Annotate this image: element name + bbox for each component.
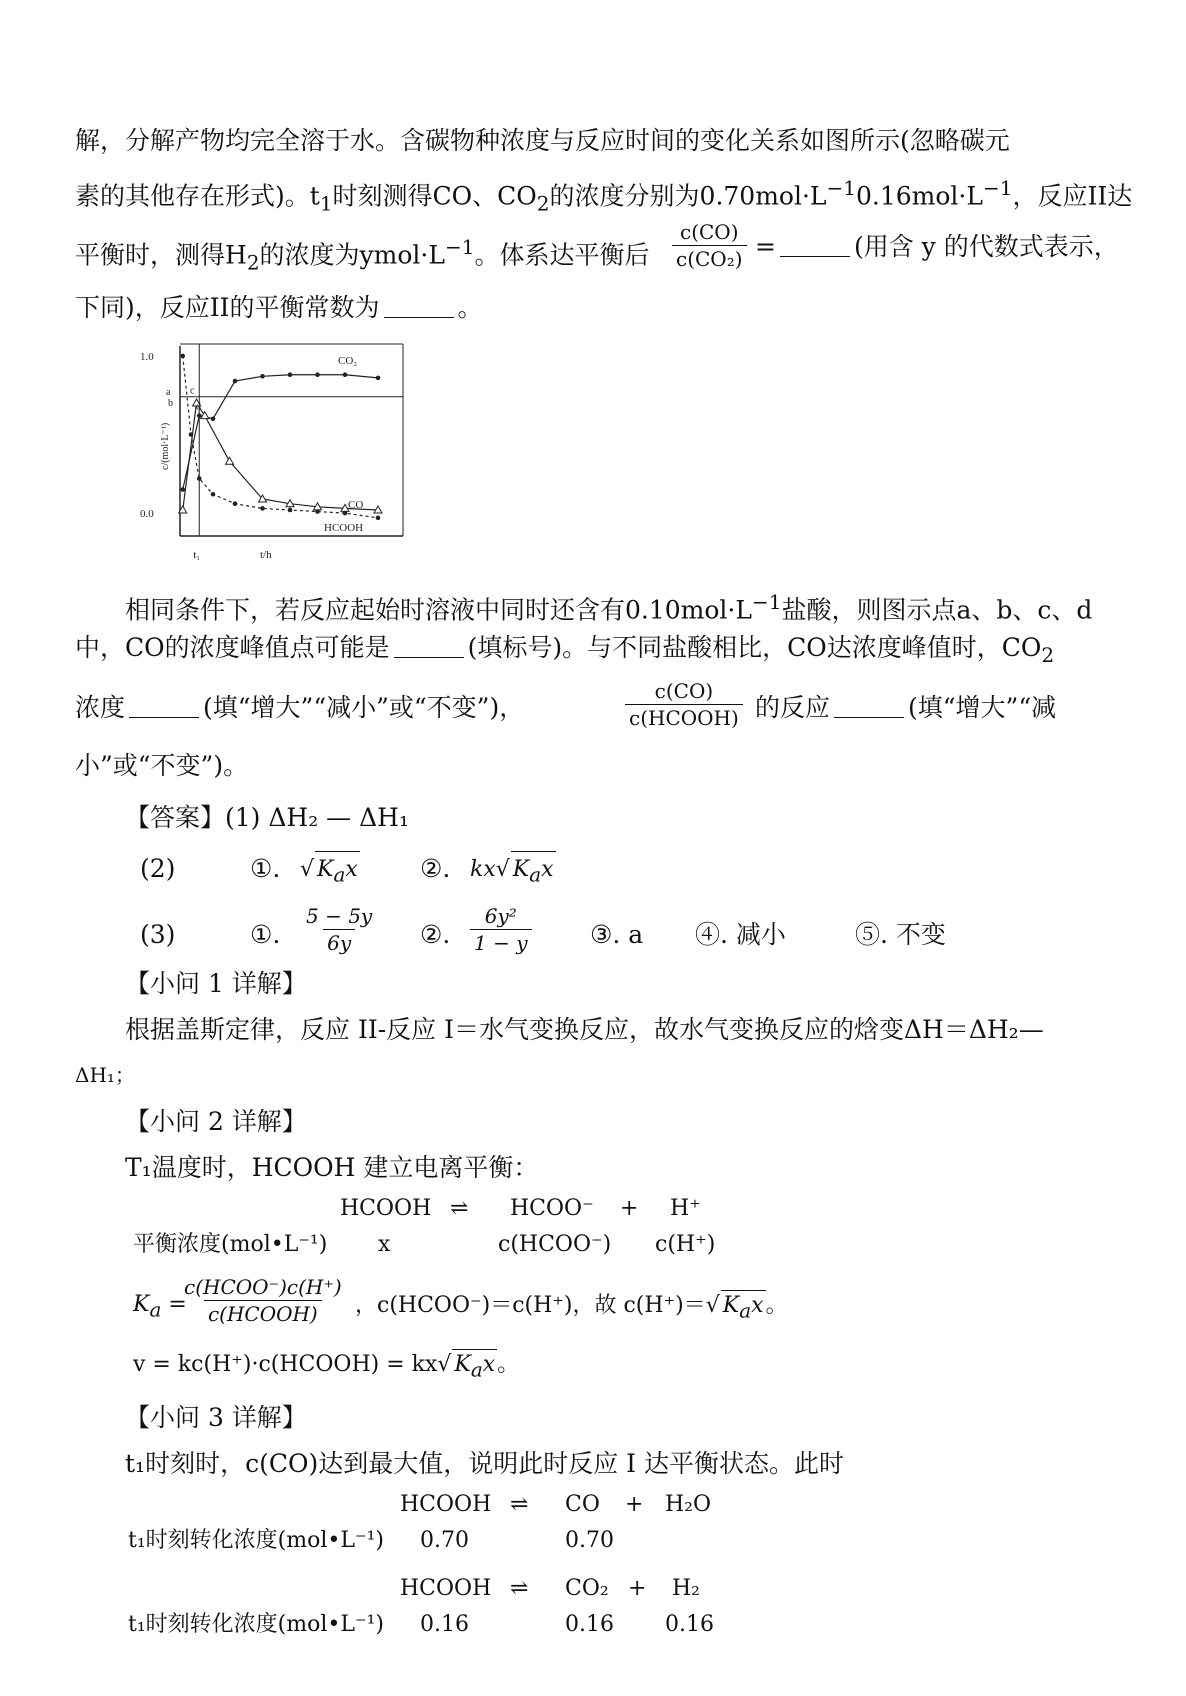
equilibrium-arrow: ⇌: [450, 1196, 469, 1221]
series-2-point: [233, 501, 238, 506]
rowB-value-3: 0.16: [665, 1612, 714, 1637]
equation-reactant: HCOOH: [340, 1196, 432, 1221]
rowB-value-2: 0.16: [565, 1612, 614, 1637]
rowA-value-2: 0.70: [565, 1528, 614, 1553]
series-2-point: [197, 476, 202, 481]
series-0-point: [376, 376, 381, 381]
series-0-point: [343, 372, 348, 377]
rowA-value-1: 0.70: [420, 1528, 469, 1553]
series-2-point: [180, 354, 185, 359]
eqA-product-1: CO: [565, 1492, 600, 1517]
series-1-point: [226, 457, 234, 464]
eqB-product-2: H₂: [672, 1576, 701, 1601]
answer-q3-1-fraction: $\frac{5 - 5y}{6y}$: [306, 904, 373, 955]
point-label-d: d: [196, 401, 201, 413]
series-0-point: [315, 372, 320, 377]
answer-q2-2-expr: kx√ $K_ax$: [470, 851, 556, 892]
ka-fraction: c(HCOO⁻)c(H⁺) c(HCOOH): [184, 1275, 342, 1326]
series-2-point: [315, 509, 320, 514]
x-axis-label: t/h: [260, 549, 272, 561]
concentration-time-chart: [138, 336, 418, 568]
series-0-point: [233, 379, 238, 384]
series-1-point: [201, 412, 209, 419]
point-label-a: a: [166, 387, 171, 399]
series-2-point: [211, 492, 216, 497]
eqA-reactant: HCOOH: [400, 1492, 492, 1517]
series-2-point: [376, 516, 381, 521]
row-value-3: c(H⁺): [655, 1232, 716, 1257]
equation-plus: +: [620, 1196, 639, 1221]
answer-blank[interactable]: [129, 693, 199, 718]
eqA-plus: +: [625, 1492, 644, 1517]
ka-lhs: $K_a$ =: [133, 1292, 187, 1322]
rowB-value-1: 0.16: [420, 1612, 469, 1637]
eqA-product-2: H₂O: [665, 1492, 712, 1517]
answer-blank[interactable]: [394, 633, 464, 658]
series-0-point: [211, 416, 216, 421]
row-value-1: x: [378, 1232, 391, 1257]
answer-blank[interactable]: [384, 293, 454, 318]
eqA-arrow: ⇌: [510, 1492, 529, 1517]
series-line-0: [183, 375, 378, 490]
rate-expression: v = kc(H⁺)·c(HCOOH) = kx√ $K_ax$。: [133, 1349, 519, 1384]
series-label-co: CO: [348, 499, 364, 511]
series-0-point: [260, 374, 265, 379]
series-0-point: [180, 487, 185, 492]
series-2-point: [260, 506, 265, 511]
point-label-b: b: [168, 398, 173, 410]
x-tick-label: t₁: [193, 549, 201, 561]
answer-blank[interactable]: [834, 693, 904, 718]
series-label-hcooh: HCOOH: [324, 522, 364, 534]
row-label: 平衡浓度(mol•L⁻¹): [133, 1232, 328, 1257]
eqB-plus: +: [628, 1576, 647, 1601]
answer-q2-1-expr: √ $K_ax$: [300, 851, 360, 892]
point-label-c: c: [190, 385, 195, 397]
rowA-label: t₁时刻转化浓度(mol•L⁻¹): [128, 1528, 384, 1553]
ratio-co-hcooh-fraction: c(CO) c(HCOOH): [625, 678, 743, 731]
eqB-arrow: ⇌: [510, 1576, 529, 1601]
y-axis-label: c/(mol·L⁻¹): [160, 422, 171, 470]
answer-blank[interactable]: [780, 232, 850, 257]
document-page: 解，分解产物均完全溶于水。含碳物种浓度与反应时间的变化关系如图所示(忽略碳元 素的其他存在形式)。$t_1$时刻测得CO、$CO_2$的浓度分别为$0.70mol\cdot L^{-1}0.16mol\cdot L^{-1}$，反应II达 平衡时，测得$H_2$的浓度为$ymol\cdot L^{-1}$。体系达平衡后 $\frac{c(CO)}{\text{c(CO₂)}}$ = (用含 y 的代数式表示， 下同)，反应II的平衡常数为 。 1.0 0.0 c/(mol·L⁻¹) t₁ t/h CO₂ CO HCOOH a b c d 相同条件下，若反应起始时溶液中同时还含有$0.10mol\cdot L^{-1}$盐酸，则图示点a、b、c、d 中，CO的浓度峰值点可能是 (填标号)。与不同盐酸相比，CO达浓度峰值时，$CO_2$ 浓度 (填“增大”“减小”或“不变”)， c(CO) c(HCOOH) 的反应 (填“增大”“减 小”或“不变”)。 【答案】(1) ΔH₂ — ΔH₁ (2) ①. √ $K_ax$ ②. kx√ $K_ax$ (3) ①. ②. ③. a ④. 减小 ⑤. 不变 $\frac{5 - 5y}{6y}$ $\frac{\text{6y²}}{1 - y}$ 【小问 1 详解】 根据盖斯定律，反应 II-反应 I＝水气变换反应，故水气变换反应的焓变ΔH＝ΔH₂— ΔH₁； 【小问 2 详解】 T₁温度时，HCOOH 建立电离平衡： HCOOH ⇌ HCOO⁻ + H⁺ 平衡浓度(mol•L⁻¹) x c(HCOO⁻) c(H⁺) $K_a$ = c(HCOO⁻)c(H⁺) c(HCOOH) ，c(HCOO⁻)＝c(H⁺)，故 c(H⁺)＝√ $K_ax$。 v = kc(H⁺)·c(HCOOH) = kx√ $K_ax$。 【小问 3 详解】 t₁时刻时，c(CO)达到最大值，说明此时反应 I 达平衡状态。此时 HCOOH ⇌ CO + H₂O t₁时刻转化浓度(mol•L⁻¹) 0.70 0.70 HCOOH ⇌ CO₂ + H₂ t₁时刻转化浓度(mol•L⁻¹) 0.16 0.16 0.16: [0, 0, 1186, 1696]
eqB-reactant: HCOOH: [400, 1576, 492, 1601]
equation-product-1: HCOO⁻: [510, 1196, 594, 1221]
series-2-point: [189, 432, 194, 437]
series-label-co2: CO₂: [338, 355, 358, 367]
series-2-point: [288, 508, 293, 513]
ratio-co-co2-fraction: $\frac{c(CO)}{\text{c(CO₂)}}$: [672, 219, 747, 272]
rowB-label: t₁时刻转化浓度(mol•L⁻¹): [128, 1612, 384, 1637]
series-0-point: [288, 372, 293, 377]
eqB-product-1: CO₂: [565, 1576, 609, 1601]
equation-product-2: H⁺: [670, 1196, 701, 1221]
series-2-point: [343, 511, 348, 516]
ka-rest: ，c(HCOO⁻)＝c(H⁺)，故 c(H⁺)＝√ $K_ax$。: [355, 1290, 788, 1325]
series-0-point: [197, 413, 202, 418]
y-tick-label: 0.0: [140, 508, 154, 521]
y-tick-label: 1.0: [140, 350, 154, 363]
row-value-2: c(HCOO⁻): [498, 1232, 612, 1257]
answer-q3-2-fraction: $\frac{\text{6y²}}{1 - y}$: [470, 903, 532, 956]
